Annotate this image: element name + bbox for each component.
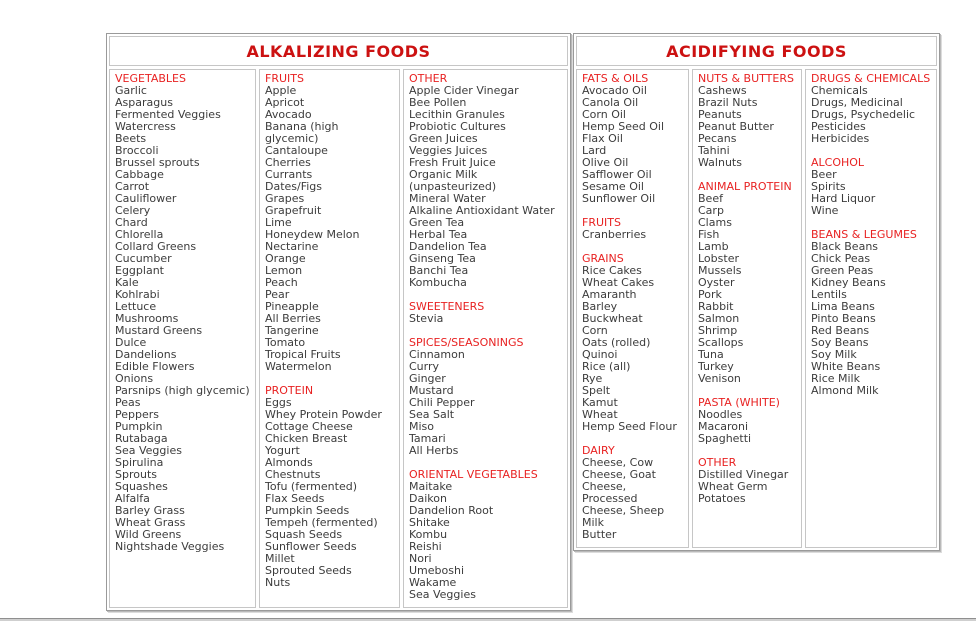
food-item: Celery bbox=[115, 204, 151, 217]
food-item: Garlic bbox=[115, 84, 147, 97]
category-header: GRAINS bbox=[582, 252, 624, 265]
food-item: Potatoes bbox=[698, 492, 746, 505]
food-item: Pineapple bbox=[265, 300, 319, 313]
food-item: Chestnuts bbox=[265, 468, 321, 481]
table-column-2 bbox=[259, 69, 400, 608]
food-item: Walnuts bbox=[698, 156, 742, 169]
food-item: Fish bbox=[698, 228, 720, 241]
food-item: Turkey bbox=[698, 360, 734, 373]
food-item: Scallops bbox=[698, 336, 744, 349]
food-item: Barley bbox=[582, 300, 618, 313]
food-item: Orange bbox=[265, 252, 306, 265]
food-item: Broccoli bbox=[115, 144, 159, 157]
food-item: Tuna bbox=[698, 348, 724, 361]
food-item: Carrot bbox=[115, 180, 150, 193]
food-item: Apricot bbox=[265, 96, 305, 109]
food-item: Cinnamon bbox=[409, 348, 465, 361]
food-item: Noodles bbox=[698, 408, 743, 421]
food-item: Mustard bbox=[409, 384, 454, 397]
food-item: Hemp Seed Oil bbox=[582, 120, 665, 133]
food-item: Daikon bbox=[409, 492, 447, 505]
food-item: Oats (rolled) bbox=[582, 336, 651, 349]
food-item: Carp bbox=[698, 204, 724, 217]
food-item: Dandelion Tea bbox=[409, 240, 487, 253]
food-item: Grapes bbox=[265, 192, 305, 205]
category-header: NUTS & BUTTERS bbox=[698, 72, 794, 85]
food-item: Sprouted Seeds bbox=[265, 564, 352, 577]
category-header: BEANS & LEGUMES bbox=[811, 228, 917, 241]
food-item: Pumpkin Seeds bbox=[265, 504, 350, 517]
food-item: Kombu bbox=[409, 528, 448, 541]
food-group bbox=[265, 385, 395, 589]
category-header: SPICES/SEASONINGS bbox=[409, 336, 524, 349]
food-item: Spirulina bbox=[115, 456, 164, 469]
food-item: Herbal Tea bbox=[409, 228, 468, 241]
food-item: Amaranth bbox=[582, 288, 637, 301]
table-column-1 bbox=[109, 69, 256, 608]
food-item: Lentils bbox=[811, 288, 847, 301]
food-item: Pecans bbox=[698, 132, 737, 145]
food-item: Brazil Nuts bbox=[698, 96, 758, 109]
food-item: Dates/Figs bbox=[265, 180, 323, 193]
food-item: Cashews bbox=[698, 84, 747, 97]
category-header: OTHER bbox=[409, 72, 448, 85]
category-header: FRUITS bbox=[265, 72, 304, 85]
food-item: Rice Milk bbox=[811, 372, 860, 385]
food-item: Macaroni bbox=[698, 420, 749, 433]
food-item: Sea Veggies bbox=[409, 588, 476, 601]
food-group bbox=[115, 73, 251, 553]
bottom-divider bbox=[0, 618, 976, 621]
food-item: Black Beans bbox=[811, 240, 879, 253]
category-header: FRUITS bbox=[582, 216, 621, 229]
food-item: Yogurt bbox=[265, 444, 300, 457]
food-group bbox=[698, 397, 797, 445]
food-item: Asparagus bbox=[115, 96, 173, 109]
food-group bbox=[698, 457, 797, 505]
food-item: Watercress bbox=[115, 120, 176, 133]
food-item: Peach bbox=[265, 276, 298, 289]
food-item: Cauliflower bbox=[115, 192, 177, 205]
food-item: Cantaloupe bbox=[265, 144, 328, 157]
food-item: Spirits bbox=[811, 180, 846, 193]
food-item: Chick Peas bbox=[811, 252, 871, 265]
food-item: Squashes bbox=[115, 480, 168, 493]
food-item: Butter bbox=[582, 528, 617, 541]
food-group bbox=[409, 469, 563, 601]
category-header: OTHER bbox=[698, 456, 737, 469]
food-item: Wheat Cakes bbox=[582, 276, 655, 289]
food-item: Rice (all) bbox=[582, 360, 631, 373]
food-item: Soy Beans bbox=[811, 336, 869, 349]
food-item: Umeboshi bbox=[409, 564, 465, 577]
food-item: Red Beans bbox=[811, 324, 870, 337]
food-item: Green Peas bbox=[811, 264, 874, 277]
category-header: PASTA (WHITE) bbox=[698, 396, 780, 409]
food-item: Chicken Breast bbox=[265, 432, 348, 445]
food-group bbox=[811, 73, 932, 145]
food-group bbox=[409, 73, 563, 289]
category-header: ALCOHOL bbox=[811, 156, 865, 169]
category-header: DRUGS & CHEMICALS bbox=[811, 72, 931, 85]
category-header: ANIMAL PROTEIN bbox=[698, 180, 792, 193]
food-item: Bee Pollen bbox=[409, 96, 467, 109]
food-item: Corn Oil bbox=[582, 108, 626, 121]
food-group bbox=[698, 73, 797, 169]
food-item: Oyster bbox=[698, 276, 735, 289]
food-item: Alfalfa bbox=[115, 492, 150, 505]
food-item: Collard Greens bbox=[115, 240, 197, 253]
food-item: Fermented Veggies bbox=[115, 108, 221, 121]
food-item: Almonds bbox=[265, 456, 313, 469]
food-item: Kale bbox=[115, 276, 139, 289]
food-item: Dandelions bbox=[115, 348, 177, 361]
food-item: Peppers bbox=[115, 408, 159, 421]
food-group bbox=[582, 253, 684, 433]
table-acidifying bbox=[573, 33, 940, 551]
food-item: Kamut bbox=[582, 396, 618, 409]
food-item: Ginseng Tea bbox=[409, 252, 476, 265]
food-item: Probiotic Cultures bbox=[409, 120, 506, 133]
food-group bbox=[409, 337, 563, 457]
food-group bbox=[698, 181, 797, 385]
food-item: Nori bbox=[409, 552, 432, 565]
category-header: PROTEIN bbox=[265, 384, 314, 397]
food-item: Chili Pepper bbox=[409, 396, 475, 409]
category-header: SWEETENERS bbox=[409, 300, 485, 313]
food-item: Peanuts bbox=[698, 108, 742, 121]
food-item: Lard bbox=[582, 144, 607, 157]
food-item: Peanut Butter bbox=[698, 120, 774, 133]
table-alkalizing bbox=[106, 33, 571, 611]
food-item: Rutabaga bbox=[115, 432, 168, 445]
food-item: Wakame bbox=[409, 576, 457, 589]
food-item: Clams bbox=[698, 216, 732, 229]
food-item: Tempeh (fermented) bbox=[265, 516, 378, 529]
food-item: Pork bbox=[698, 288, 722, 301]
food-item: Onions bbox=[115, 372, 154, 385]
food-item: Rye bbox=[582, 372, 603, 385]
food-item: Sea Veggies bbox=[115, 444, 182, 457]
food-item: Green Tea bbox=[409, 216, 465, 229]
food-item: Kohlrabi bbox=[115, 288, 160, 301]
food-item: Lime bbox=[265, 216, 292, 229]
food-item: Squash Seeds bbox=[265, 528, 343, 541]
food-item: Wine bbox=[811, 204, 839, 217]
food-item: Lobster bbox=[698, 252, 739, 265]
food-item: Salmon bbox=[698, 312, 740, 325]
food-item: Wheat Germ bbox=[698, 480, 768, 493]
food-item: Veggies Juices bbox=[409, 144, 488, 157]
food-item: Apple bbox=[265, 84, 297, 97]
food-item: Dandelion Root bbox=[409, 504, 494, 517]
food-item: Drugs, Psychedelic bbox=[811, 108, 916, 121]
food-item: Sunflower Oil bbox=[582, 192, 656, 205]
category-header: ORIENTAL VEGETABLES bbox=[409, 468, 538, 481]
food-item: Hemp Seed Flour bbox=[582, 420, 677, 433]
food-item: Herbicides bbox=[811, 132, 870, 145]
food-item: Pear bbox=[265, 288, 290, 301]
food-group bbox=[582, 73, 684, 205]
table-column-3 bbox=[403, 69, 568, 608]
food-group bbox=[582, 445, 684, 541]
food-item: Cottage Cheese bbox=[265, 420, 353, 433]
food-item: Banchi Tea bbox=[409, 264, 469, 277]
table-column-3 bbox=[805, 69, 937, 548]
food-item: Cheese, Processed bbox=[582, 480, 638, 505]
food-group bbox=[582, 217, 684, 241]
food-item: Lemon bbox=[265, 264, 303, 277]
food-item: Miso bbox=[409, 420, 435, 433]
food-group bbox=[811, 157, 932, 217]
food-item: Sunflower Seeds bbox=[265, 540, 357, 553]
food-item: Venison bbox=[698, 372, 741, 385]
food-item: Pinto Beans bbox=[811, 312, 876, 325]
food-item: Lecithin Granules bbox=[409, 108, 505, 121]
food-group bbox=[409, 301, 563, 325]
food-item: Reishi bbox=[409, 540, 442, 553]
table-column-2 bbox=[692, 69, 802, 548]
food-item: Almond Milk bbox=[811, 384, 879, 397]
food-item: Hard Liquor bbox=[811, 192, 876, 205]
food-item: Tofu (fermented) bbox=[265, 480, 357, 493]
food-item: Cheese, Goat bbox=[582, 468, 656, 481]
food-item: Avocado bbox=[265, 108, 312, 121]
food-item: Edible Flowers bbox=[115, 360, 195, 373]
food-item: Shitake bbox=[409, 516, 450, 529]
food-item: Honeydew Melon bbox=[265, 228, 360, 241]
food-item: Sprouts bbox=[115, 468, 157, 481]
food-item: Milk bbox=[582, 516, 604, 529]
food-item: Cranberries bbox=[582, 228, 647, 241]
food-item: Kidney Beans bbox=[811, 276, 886, 289]
food-item: Canola Oil bbox=[582, 96, 639, 109]
food-item: Chemicals bbox=[811, 84, 868, 97]
food-item: Eggs bbox=[265, 396, 292, 409]
food-item: Flax Seeds bbox=[265, 492, 325, 505]
food-item: Barley Grass bbox=[115, 504, 185, 517]
food-item: Mussels bbox=[698, 264, 742, 277]
food-item: Beer bbox=[811, 168, 837, 181]
food-item: Drugs, Medicinal bbox=[811, 96, 903, 109]
food-item: Tamari bbox=[409, 432, 446, 445]
food-group bbox=[265, 73, 395, 373]
food-item: Buckwheat bbox=[582, 312, 643, 325]
food-item: Watermelon bbox=[265, 360, 332, 373]
food-item: Beef bbox=[698, 192, 723, 205]
food-item: Cabbage bbox=[115, 168, 164, 181]
food-item: Currants bbox=[265, 168, 313, 181]
food-item: Cheese, Cow bbox=[582, 456, 654, 469]
food-item: Lima Beans bbox=[811, 300, 875, 313]
food-item: Ginger bbox=[409, 372, 446, 385]
food-item: Cherries bbox=[265, 156, 311, 169]
food-item: Grapefruit bbox=[265, 204, 322, 217]
food-item: Green Juices bbox=[409, 132, 478, 145]
food-item: Wild Greens bbox=[115, 528, 182, 541]
food-item: Curry bbox=[409, 360, 440, 373]
table-title: ACIDIFYING FOODS bbox=[576, 36, 937, 66]
food-item: Apple Cider Vinegar bbox=[409, 84, 519, 97]
category-header: VEGETABLES bbox=[115, 72, 186, 85]
food-item: Pumpkin bbox=[115, 420, 163, 433]
food-item: Spelt bbox=[582, 384, 611, 397]
food-item: Cheese, Sheep bbox=[582, 504, 665, 517]
food-item: Kombucha bbox=[409, 276, 467, 289]
food-item: Sea Salt bbox=[409, 408, 455, 421]
food-item: Lettuce bbox=[115, 300, 157, 313]
food-item: Chard bbox=[115, 216, 148, 229]
food-item: Corn bbox=[582, 324, 608, 337]
food-item: Distilled Vinegar bbox=[698, 468, 789, 481]
food-item: Pesticides bbox=[811, 120, 866, 133]
table-column-1 bbox=[576, 69, 689, 548]
food-item: Whey Protein Powder bbox=[265, 408, 382, 421]
food-item: Wheat Grass bbox=[115, 516, 186, 529]
food-item: Shrimp bbox=[698, 324, 738, 337]
food-item: Organic Milk (unpasteurized) bbox=[409, 168, 497, 193]
food-item: Stevia bbox=[409, 312, 444, 325]
food-item: Flax Oil bbox=[582, 132, 623, 145]
food-item: Wheat bbox=[582, 408, 618, 421]
food-item: Tomato bbox=[265, 336, 306, 349]
food-item: Spaghetti bbox=[698, 432, 752, 445]
food-item: Cucumber bbox=[115, 252, 172, 265]
food-item: Parsnips (high glycemic) bbox=[115, 384, 250, 397]
food-item: Millet bbox=[265, 552, 295, 565]
food-item: Tangerine bbox=[265, 324, 319, 337]
food-item: Mushrooms bbox=[115, 312, 179, 325]
food-item: Beets bbox=[115, 132, 147, 145]
food-item: Eggplant bbox=[115, 264, 164, 277]
food-item: Nuts bbox=[265, 576, 291, 589]
table-body bbox=[109, 69, 568, 608]
food-item: Quinoi bbox=[582, 348, 618, 361]
food-item: Nectarine bbox=[265, 240, 319, 253]
food-item: Lamb bbox=[698, 240, 729, 253]
food-item: All Herbs bbox=[409, 444, 459, 457]
food-item: Olive Oil bbox=[582, 156, 629, 169]
food-item: Safflower Oil bbox=[582, 168, 652, 181]
food-item: All Berries bbox=[265, 312, 321, 325]
category-header: DAIRY bbox=[582, 444, 615, 457]
food-item: Tahini bbox=[698, 144, 730, 157]
food-item: White Beans bbox=[811, 360, 881, 373]
food-group bbox=[811, 229, 932, 397]
food-item: Fresh Fruit Juice bbox=[409, 156, 496, 169]
food-item: Alkaline Antioxidant Water bbox=[409, 204, 555, 217]
food-item: Maitake bbox=[409, 480, 453, 493]
food-item: Mineral Water bbox=[409, 192, 486, 205]
food-item: Brussel sprouts bbox=[115, 156, 200, 169]
table-title: ALKALIZING FOODS bbox=[109, 36, 568, 66]
food-item: Peas bbox=[115, 396, 141, 409]
food-item: Nightshade Veggies bbox=[115, 540, 225, 553]
food-item: Soy Milk bbox=[811, 348, 857, 361]
food-item: Rabbit bbox=[698, 300, 734, 313]
category-header: FATS & OILS bbox=[582, 72, 649, 85]
food-item: Banana (high glycemic) bbox=[265, 120, 339, 145]
food-item: Mustard Greens bbox=[115, 324, 203, 337]
food-item: Tropical Fruits bbox=[265, 348, 341, 361]
food-item: Rice Cakes bbox=[582, 264, 642, 277]
food-item: Dulce bbox=[115, 336, 147, 349]
table-body bbox=[576, 69, 937, 548]
food-item: Sesame Oil bbox=[582, 180, 644, 193]
food-item: Chlorella bbox=[115, 228, 164, 241]
food-item: Avocado Oil bbox=[582, 84, 647, 97]
